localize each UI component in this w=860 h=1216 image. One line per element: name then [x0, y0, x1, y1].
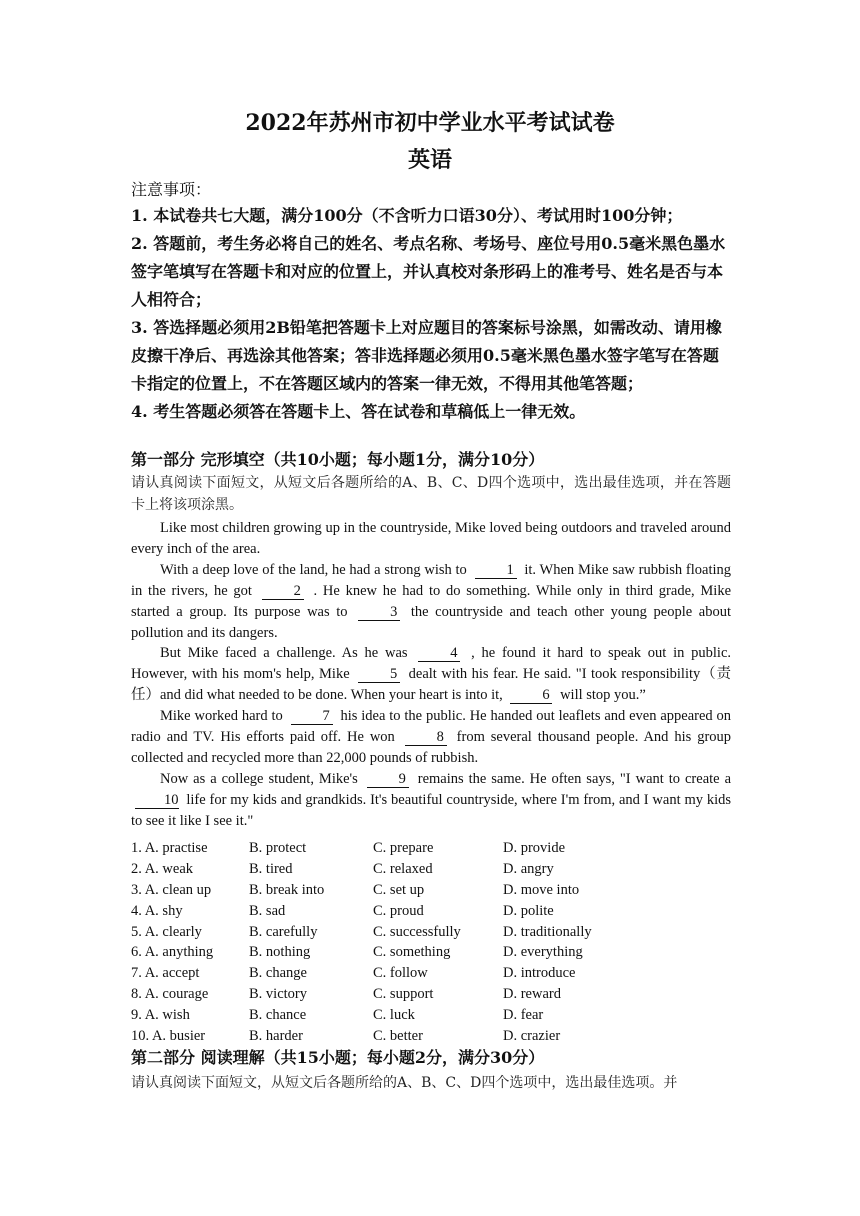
answer-blank: 8	[405, 729, 447, 746]
notes-list	[131, 202, 731, 426]
notes-heading: 注意事项：	[131, 180, 212, 199]
option-choice: B. change	[249, 965, 307, 982]
passage-text: the countryside and teach other young people about pollution and its dangers.	[131, 603, 732, 641]
answer-blank: 4	[418, 645, 460, 662]
option-choice: 8. A. courage	[131, 986, 209, 1003]
option-choice: B. victory	[249, 986, 307, 1003]
passage-paragraph	[131, 706, 731, 769]
option-choice: D. reward	[503, 986, 561, 1003]
option-choice: D. polite	[503, 902, 554, 919]
passage-paragraph	[131, 560, 731, 644]
option-choice: B. nothing	[249, 944, 311, 961]
answer-blank: 6	[510, 687, 552, 704]
answer-blank: 1	[475, 562, 517, 579]
option-choice: D. provide	[503, 840, 566, 856]
passage-paragraph	[131, 769, 731, 832]
option-choice: B. sad	[249, 902, 286, 919]
option-choice: 3. A. clean up	[131, 881, 212, 898]
option-choice: C. relaxed	[373, 860, 433, 877]
passage-text: life for my kids and grandkids. It's beautiful countryside, where I'm from, and I want my kids to see it like I see it."	[131, 791, 732, 829]
option-choice: 10. A. busier	[131, 1028, 206, 1045]
passage-text: Like most children growing up in the countryside, Mike loved being outdoors and traveled around every inch of the area.	[131, 520, 731, 557]
option-choice: C. prepare	[373, 840, 434, 856]
option-choice: C. better	[373, 1028, 423, 1045]
option-choice: 4. A. shy	[131, 902, 183, 919]
option-choice: D. angry	[503, 860, 554, 877]
option-row	[131, 1005, 731, 1026]
answer-blank: 5	[358, 666, 400, 683]
passage-text: will stop you.”	[560, 687, 646, 704]
note-item: 1. 本试卷共七大题，满分100分（不含听力口语30分）、考试用时100分钟；	[131, 206, 683, 225]
option-choice: 5. A. clearly	[131, 923, 202, 940]
passage-text: With a deep love of the land, he had a strong wish to	[160, 561, 467, 578]
answer-blank: 10	[135, 792, 179, 809]
option-choice: D. introduce	[503, 965, 576, 982]
option-row	[131, 984, 731, 1005]
passage-text: Now as a college student, Mike's	[160, 770, 358, 787]
passage-text: . He knew he had to do something. While only in third grade, Mike started a group. Its purpose was to	[131, 582, 732, 620]
option-row	[131, 838, 731, 859]
option-choice: B. harder	[249, 1028, 303, 1045]
option-choice: C. support	[373, 986, 434, 1003]
option-choice: B. chance	[249, 1007, 307, 1024]
answer-blank: 9	[367, 771, 409, 788]
option-choice: C. follow	[373, 965, 428, 982]
option-row	[131, 963, 731, 984]
option-row	[131, 901, 731, 922]
passage-text: it. When Mike saw rubbish floating in the rivers, he got	[131, 561, 732, 599]
passage-text: Mike worked hard to	[160, 708, 283, 725]
answer-blank: 7	[291, 708, 333, 725]
option-choice: 7. A. accept	[131, 965, 200, 982]
part2-heading: 第二部分 阅读理解（共15小题；每小题2分，满分30分）	[131, 1048, 545, 1067]
option-row	[131, 942, 731, 963]
exam-subject: 英语	[407, 147, 452, 173]
note-item: 3. 答选择题必须用2B铅笔把答题卡上对应题目的答案标号涂黑，如需改动、请用橡皮擦干净后、再选涂其他答案；答非选择题必须用0.5毫米黑色墨水签字笔写在答题卡指定的位置上，不在答题区域内的答案一律无效，不得用其他笔答题；	[131, 318, 722, 393]
exam-title: 2022年苏州市初中学业水平考试试卷	[245, 110, 615, 136]
part2-instruction: 请认真阅读下面短文，从短文后各题所给的A、B、C、D四个选项中，选出最佳选项。并	[131, 1075, 678, 1091]
option-choice: 1. A. practise	[131, 840, 208, 856]
passage-text: remains the same. He often says, "I want to create a	[417, 770, 731, 787]
passage-text: dealt with his fear. He said. "I took responsibility（责任）and did what needed to be done. When your heart is into it,	[131, 666, 731, 704]
option-choice: C. successfully	[373, 923, 461, 940]
option-choice: D. everything	[503, 944, 583, 961]
note-item: 4. 考生答题必须答在答题卡上、答在试卷和草稿低上一律无效。	[131, 402, 586, 421]
option-choice: 6. A. anything	[131, 944, 214, 961]
option-row	[131, 880, 731, 901]
note-item: 2. 答题前，考生务必将自己的姓名、考点名称、考场号、座位号用0.5毫米黑色墨水签字笔填写在答题卡和对应的位置上，并认真校对条形码上的准考号、姓名是否与本人相符合；	[131, 234, 726, 309]
answer-blank: 2	[262, 583, 304, 600]
option-row	[131, 922, 731, 943]
option-choice: C. proud	[373, 902, 424, 919]
passage-text: from several thousand people. And his group collected and recycled more than 22,000 pounds of rubbish.	[131, 729, 732, 766]
option-choice: B. tired	[249, 860, 293, 877]
option-choice: 2. A. weak	[131, 860, 194, 877]
passage-text: , he found it hard to speak out in public. However, with his mom's help, Mike	[131, 645, 731, 683]
passage-text: his idea to the public. He handed out leaflets and even appeared on radio and TV. His efforts paid off. He won	[131, 708, 732, 746]
option-choice: D. move into	[503, 881, 580, 898]
option-row	[131, 859, 731, 880]
option-choice: D. fear	[503, 1007, 544, 1024]
option-choice: 9. A. wish	[131, 1007, 190, 1024]
option-choice: B. carefully	[249, 923, 318, 940]
passage-paragraph	[131, 643, 731, 706]
cloze-passage	[131, 518, 731, 832]
option-choice: B. break into	[249, 881, 325, 898]
part1-heading: 第一部分 完形填空（共10小题；每小题1分，满分10分）	[131, 450, 545, 469]
cloze-options	[131, 838, 731, 1047]
part1-instruction: 请认真阅读下面短文，从短文后各题所给的A、B、C、D四个选项中，选出最佳选项，并在答题卡上将该项涂黑。	[131, 475, 731, 513]
option-choice: C. something	[373, 944, 451, 961]
option-choice: C. set up	[373, 881, 425, 898]
option-choice: D. crazier	[503, 1028, 561, 1045]
option-choice: B. protect	[249, 840, 307, 856]
option-choice: C. luck	[373, 1007, 415, 1024]
passage-text: But Mike faced a challenge. As he was	[160, 645, 408, 662]
passage-paragraph	[131, 518, 731, 560]
option-choice: D. traditionally	[503, 923, 592, 940]
answer-blank: 3	[358, 604, 400, 621]
